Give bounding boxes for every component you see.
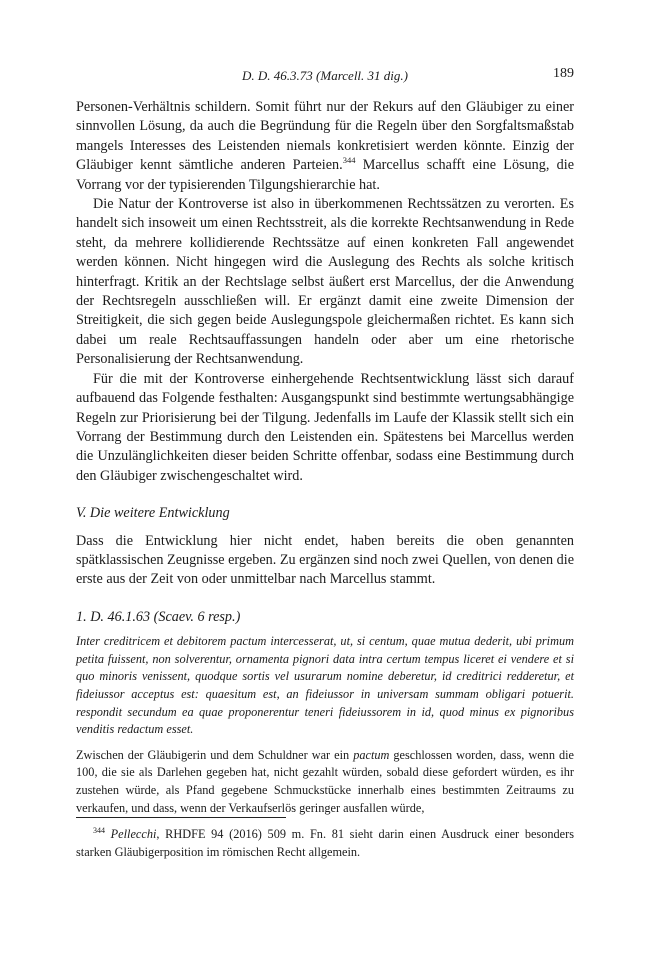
paragraph-1-text: Personen-Verhältnis schildern. Somit führt nur der Rekurs auf den Gläubiger zu einer sinnvollen Lösung, da auch die Begründung für die Regeln über den Sorgfaltsmaßstab mangels Interesses des Leistenden niemals konkretisiert werden könnte. Einzig der Gläubiger kennt sämtliche anderen Parteien. [76,99,574,174]
section-heading: V. Die weitere Entwicklung [76,505,230,522]
subsection-heading: 1. D. 46.1.63 (Scaev. 6 resp.) [76,608,241,625]
footnote-author: Pellecchi [110,827,157,841]
translation-italic-term: pactum [353,747,390,762]
footnote-ref-344[interactable]: 344 [342,155,356,166]
footnote-number: 344 [93,826,105,835]
footnote-text: , RHDFE 94 (2016) 509 m. Fn. 81 sieht darin einen Ausdruck einer besonders starken Gläubigerposition im römischen Recht allgemein. [76,827,574,859]
body-text [76,98,574,817]
paragraph-2: Die Natur der Kontroverse ist also in überkommenen Rechtssätzen zu verorten. Es handelt sich insoweit um einen Rechtsstreit, als die korrekte Rechtsanwendung in Rede steht, da mehrere kollidierende Rechtssätze auf einen konkreten Fall angewendet werden können. Nicht hingegen wird die Auslegung des Rechts als solche kritisch hinterfragt. Kritik an der Rechtslage selbst äußert erst Marcellus, der die Anwendung der Rechtsregeln ausschließen will. Er ergänzt damit eine zweite Dimension der Streitigkeit, die sich gegen beide Auslegungspole gleichermaßen richtet. Es kann sich dabei um reale Rechtsauffassungen handeln oder aber um eine rhetorische Personalisierung der Rechtsanwendung. [76,196,574,368]
footnote-344 [76,826,574,861]
running-head [76,68,574,88]
paragraph-1-text-after: Marcellus schafft eine Lösung, die Vorrang vor der typisierenden Tilgungshierarchie hat. [76,157,574,193]
paragraph-3: Für die mit der Kontroverse einhergehende Rechtsentwicklung lässt sich darauf aufbauend das Folgende festhalten: Ausgangspunkt sind bestimmte wertungsabhängige Regeln zur Priorisierung bei der Tilgung. Jedenfalls im Laufe der Klassik stellt sich ein Vorrang der Bestimmung durch den Leistenden ein. Spätestens bei Marcellus werden die Unzulänglichkeiten dieser beiden Schritte offenbar, sodass eine Bestimmung durch den Gläubiger zwischengeschaltet wird. [76,370,574,484]
footnote-rule [76,817,286,818]
translation-text-before: Zwischen der Gläubigerin und dem Schuldner war ein [76,747,354,762]
page-number: 189 [553,66,574,81]
section-paragraph: Dass die Entwicklung hier nicht endet, haben bereits die oben genannten spätklassischen Zeugnisse ergeben. Zu ergänzen sind noch zwei Quellen, von denen die erste aus der Zeit von oder unmittelbar nach Marcellus stammt. [76,532,574,588]
translation-paragraph [76,747,574,817]
translation-text-after: geschlossen worden, dass, wenn die 100, die sie als Darlehen gegeben hat, nicht gezahlt würden, sobald diese gefordert würden, es ihr zustehen würde, als Pfand gegebene Schmuckstücke innerhalb eines bestimmten Zeitraums zu verkaufen, und dass, wenn der Verkaufserlös geringer ausfallen würde, [76,747,574,815]
running-title: D. D. 46.3.73 (Marcell. 31 dig.) [242,68,408,83]
paragraph-1 [76,98,574,195]
latin-quote: Inter creditricem et debitorem pactum intercesserat, ut, si centum, quae mutua dederit, ubi primum petita fuissent, non solverentur, ornamenta pignori data intra certum tempus liceret ei vendere et si quo minoris venissent, quodque sortis vel usurarum nomine deberetur, id creditrici redderetur, et fideiussor acceptus est: quaesitum est, an fideiussor in universam summam obligari potuerit. respondit secundum ea quae proponerentur teneri fideiussorem in id, quod minus ex pignoribus venditis redactum esset. [76,634,574,737]
